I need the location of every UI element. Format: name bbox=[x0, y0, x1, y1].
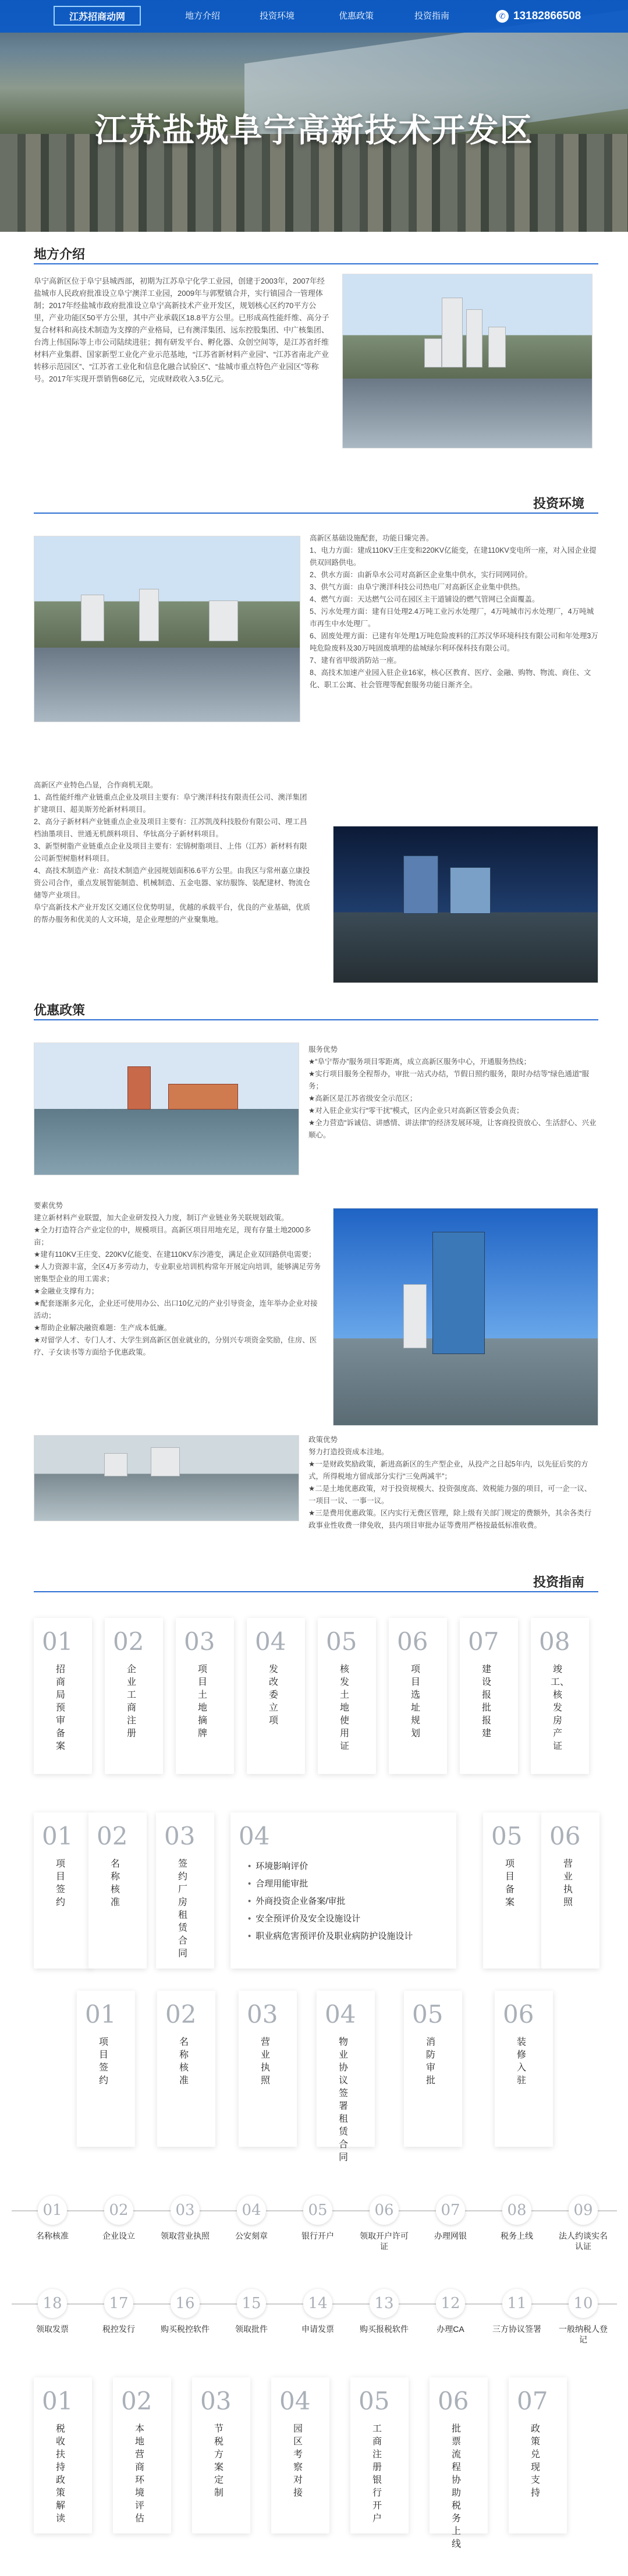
approval-item: • 职业病危害预评价及职业病防护设施设计 bbox=[248, 1928, 413, 1945]
guide-step-card bbox=[318, 1618, 376, 1774]
step-label: 建设报批报建 bbox=[481, 1665, 491, 1738]
flow-step-label: 银行开户 bbox=[301, 2231, 334, 2241]
flow-step-label: 领取批件 bbox=[235, 2324, 268, 2334]
guide-step-card bbox=[317, 1991, 375, 2162]
step-number: 04 bbox=[279, 2387, 311, 2415]
intro-photo bbox=[342, 274, 592, 448]
guide-step-card bbox=[247, 1618, 305, 1774]
nav-environment[interactable]: 投资环境 bbox=[260, 11, 295, 21]
flow-step-number: 17 bbox=[104, 2289, 133, 2318]
flow-step-label: 企业设立 bbox=[102, 2231, 135, 2241]
step-label: 项目备案 bbox=[505, 1859, 515, 1907]
step-number: 06 bbox=[397, 1627, 428, 1656]
flow-step bbox=[555, 2196, 611, 2252]
section-title-environment: 投资环境 bbox=[533, 496, 585, 511]
section-title-policy: 优惠政策 bbox=[34, 1003, 86, 1017]
section-divider bbox=[34, 1019, 598, 1020]
guide-step-card bbox=[113, 2377, 171, 2533]
flow-step-number: 10 bbox=[569, 2289, 598, 2318]
step-label: 装修入驻 bbox=[516, 2037, 526, 2086]
flow-step-label: 办理CA bbox=[437, 2324, 464, 2334]
flow-step-number: 09 bbox=[569, 2196, 598, 2225]
hotline[interactable] bbox=[496, 0, 581, 33]
guide-step-card bbox=[541, 1812, 599, 1969]
flow-step-number: 14 bbox=[303, 2289, 332, 2318]
flow-step-number: 15 bbox=[237, 2289, 266, 2318]
flow-step bbox=[290, 2196, 346, 2241]
flow-step-number: 08 bbox=[502, 2196, 531, 2225]
step-number: 05 bbox=[359, 2387, 390, 2415]
step-label: 签约厂房租赁合同 bbox=[178, 1859, 187, 1959]
flow-step bbox=[423, 2196, 478, 2241]
phone-icon: ✆ bbox=[496, 10, 509, 23]
guide-step-card bbox=[350, 2377, 409, 2533]
flow-step-number: 11 bbox=[502, 2289, 531, 2318]
approval-item: • 合理用能审批 bbox=[248, 1875, 413, 1893]
step-number: 04 bbox=[255, 1627, 286, 1656]
flow-step bbox=[489, 2289, 545, 2334]
flow-step bbox=[157, 2196, 213, 2241]
step-number: 03 bbox=[164, 1822, 196, 1850]
step-label: 消防审批 bbox=[425, 2037, 435, 2086]
flow-step-label: 名称核准 bbox=[36, 2231, 69, 2241]
flow-step-label: 税务上线 bbox=[501, 2231, 533, 2241]
flow-step-number: 18 bbox=[38, 2289, 67, 2318]
flow-step-number: 04 bbox=[237, 2196, 266, 2225]
flow-step bbox=[223, 2289, 279, 2334]
section-divider bbox=[34, 1591, 598, 1592]
step-number: 07 bbox=[468, 1627, 499, 1656]
infrastructure-text: 高新区基础设施配套，功能日臻完善。 1、电力方面：建成110KV王庄变和220KV亿能变，在建110KV变电所一座，对入园企业提供双回路供电。 2、供水方面：由新阜水公司对高新区企业集中供水，实行同网同价。 3、供气方面：由阜宁澳洋科技公司热电厂对高新区企业集中供热。 4、燃气方面：天达燃气公司在园区主干道铺设的燃气管网已全面覆盖。 5、污水处理方面：建有日处理2.4万吨工业污水处理厂，4万吨城市污水处理厂，4万吨城市再生中水处理厂。 6、固废处理方面：已建有年处理1万吨危险废料的江苏汉华环境科技有限公司和年处理3万吨危险废料及30万吨固废填埋的盐城绿尔利环保科技有限公司。 7、建有省甲级消防站一座。 8、高技术加速产业园入驻企业16家，核心区教育、医疗、金融、购物、物流、商住、文化、职工公寓、社会管理等配套服务功能日渐齐全。 bbox=[310, 534, 598, 689]
environment-photo-1 bbox=[34, 536, 300, 722]
step-number: 05 bbox=[412, 2000, 443, 2029]
site-logo[interactable]: 江苏招商动网 bbox=[54, 6, 141, 26]
guide-step-card bbox=[157, 1991, 215, 2147]
flow-step-number: 13 bbox=[370, 2289, 399, 2318]
flow-step bbox=[223, 2196, 279, 2241]
step-number: 06 bbox=[503, 2000, 534, 2029]
step-label: 核发土地使用证 bbox=[339, 1665, 349, 1751]
approval-list bbox=[248, 1858, 413, 1945]
step-label: 项目签约 bbox=[98, 2037, 108, 2086]
phone-number: 13182866508 bbox=[513, 10, 581, 22]
step-number: 06 bbox=[549, 1822, 581, 1850]
flow-step-label: 公安刻章 bbox=[235, 2231, 268, 2241]
step-label: 工商注册 银行开户 bbox=[372, 2424, 382, 2524]
flow-step-number: 01 bbox=[38, 2196, 67, 2225]
step-label: 园区考察对接 bbox=[293, 2424, 303, 2498]
step-label: 发改委立项 bbox=[268, 1665, 278, 1726]
approval-item: • 环境影响评价 bbox=[248, 1858, 413, 1875]
guide-step-card bbox=[105, 1618, 163, 1774]
flow-step-number: 02 bbox=[104, 2196, 133, 2225]
flow-step-label: 购买报税软件 bbox=[360, 2324, 409, 2334]
step-number: 08 bbox=[539, 1627, 570, 1656]
guide-step-card bbox=[531, 1618, 589, 1774]
flow-step-number: 12 bbox=[436, 2289, 465, 2318]
intro-text: 阜宁高新区位于阜宁县城西部，初期为江苏阜宁化学工业园，创建于2003年，2007年经盐城市人民政府批准设立阜宁澳洋工业园，2009年与郭墅镇合并，实行镇园合一管理体制；2017年经盐城市政府批准设立阜宁高新技术产业开发区，规划核心区约70平方公里，产业功能区50平方公里，其中产业承载区18.8平方公里。已形成高性能纤维、高分子复合材料和高技术制造为支撑的产业格局，已有澳洋集团、远东控股集团、中广核集团、台湾上伟国际等上市公司陆续进驻；拥有研发平台、孵化器、众创空间等，是江苏省纤维材料产业集群、国家新型工业化产业示范基地，“江苏省新材料产业园”、“江苏省南北产业转移示范园区”、“江苏省工业化和信息化融合试验区”、“盐城市重点特色产业园区”等称号。2017年实现开票销售68亿元，完成财政收入3.5亿元。 bbox=[34, 277, 329, 383]
flow-step bbox=[555, 2289, 611, 2345]
policy-photo-1 bbox=[34, 1043, 299, 1175]
flow-step-label: 一般纳税人登记 bbox=[559, 2324, 608, 2344]
step-number: 02 bbox=[97, 1822, 128, 1850]
step-label: 节税方案定制 bbox=[214, 2424, 223, 2498]
guide-step-card bbox=[88, 1812, 147, 1969]
approval-item: • 安全预评价及安全设施设计 bbox=[248, 1910, 413, 1928]
step-number: 05 bbox=[491, 1822, 523, 1850]
guide-step-card bbox=[156, 1812, 214, 1969]
flow-step bbox=[489, 2196, 545, 2241]
guide-step-card bbox=[77, 1991, 135, 2147]
guide-step-card bbox=[239, 1991, 297, 2147]
step-number: 01 bbox=[42, 1627, 73, 1656]
section-title-intro: 地方介绍 bbox=[34, 247, 86, 262]
policy-advantage-text: 政策优势 努力打造投资成本洼地。 ★一是财政奖励政策，新进高新区的生产型企业，从投产之日起5年内，以先征后奖的方式，所得税地方留成部分实行“三免两减半”； ★二是土地优惠政策，对于投资规模大、投资强度高、效税能力强的项目，可一企一议、一项目一议、一事一议。 ★三是费用优惠政策。区内实行无费区管理，除上级有关部门规定的费额外，其余各类行政事业性收费一律免收，县内项目审批办证等费用严格按最低标准收费。 bbox=[308, 1436, 592, 1529]
guide-step-card bbox=[389, 1618, 447, 1774]
service-advantage-text: 服务优势 ★“阜宁帮办”服务项目零距离，成立高新区服务中心，开通服务热线； ★实行项目服务全程帮办，审批一站式办结，节假日照约服务，限时办结等“绿色通道”服务； ★高新区是江苏省级安全示范区； ★对入驻企业实行“零干扰”模式，区内企业只对高新区管委会负责； ★全力营造“诉诚信、讲感情、讲法律”的经济发展环境，让客商投资放心、生活舒心、兴业顺心。 bbox=[308, 1045, 597, 1139]
step-number: 02 bbox=[113, 1627, 144, 1656]
step-label: 营业执照 bbox=[260, 2037, 270, 2086]
guide-step-card bbox=[460, 1618, 518, 1774]
step-number: 01 bbox=[42, 2387, 73, 2415]
flow-step-number: 06 bbox=[370, 2196, 399, 2225]
flow-step-number: 07 bbox=[436, 2196, 465, 2225]
step-number: 02 bbox=[165, 2000, 197, 2029]
step-label: 项目土地摘牌 bbox=[197, 1665, 207, 1738]
flow-step-label: 法人约谈实名认证 bbox=[559, 2231, 608, 2251]
element-advantage-text: 要素优势 建立新材料产业联盟，加大企业研发投入力度，制订产业链业务关联规划政策。 ★全力打造符合产业定位的中，规模项目。高新区项目用地充足，现有存量土地2000多亩； ★建有110KV王庄变、220KV亿能变、在建110KV东沙港变，满足企业双回路供电需要； ★人力资源丰富，全区4万多劳动力，专业职业培训机构常年开展定向培训，能够满足劳务密集型企业的用工需求； ★金融业支撑有力； ★配套逐渐多元化，企业还可使用办公、出口10亿元的产业引导资金，连年举办企业对接活动； ★帮助企业解决融资难题：生产成本低廉。 ★对留学人才、专门人才、大学生到高新区创业就业的，分别兴专项资金奖励，住房、医疗、子女读书等方面给予优惠政策。 bbox=[34, 1202, 321, 1356]
step-number: 04 bbox=[325, 2000, 356, 2029]
step-number: 01 bbox=[85, 2000, 116, 2029]
nav-policy[interactable]: 优惠政策 bbox=[339, 11, 374, 21]
step-label: 竣工、核发房产证 bbox=[551, 1665, 570, 1751]
flow-step bbox=[423, 2289, 478, 2334]
step-number: 05 bbox=[326, 1627, 357, 1656]
flow-step-label: 领取发票 bbox=[36, 2324, 69, 2334]
top-navbar bbox=[0, 0, 628, 33]
guide-step-card bbox=[34, 2377, 92, 2533]
flow-step bbox=[290, 2289, 346, 2334]
flow-step-label: 税控发行 bbox=[102, 2324, 135, 2334]
step-number: 03 bbox=[200, 2387, 232, 2415]
section-divider bbox=[34, 263, 598, 264]
step-label: 名称核准 bbox=[110, 1859, 120, 1907]
step-label: 营业执照 bbox=[563, 1859, 573, 1907]
industry-text: 高新区产业特色凸显，合作商机无限。 1、高性能纤维产业链重点企业及项目主要有：阜宁澳洋科技有限责任公司、澳洋集团扩建项目、超美斯芳纶新材料项目。 2、高分子新材料产业链重点企业及项目主要有：江苏凯茂科技股份有限公司、理工昌档油墨项目、世通无机颜料项目、华钛高分子新材料项目。 3、新型树脂产业链重点企业及项目主要有：宏锦树脂项目、上伟（江苏）新材料有限公司新型树脂材料项目。 4、高技术制造产业：高技术制造产业园规划面积6.6平方公里。由我区与常州嘉立康投资公司合作，重点发展智能制造、机械制造、五金电器、家纺服饰、装配建材、物流仓储等产业项目。 阜宁高新技术产业开发区交通区位优势明显，优越的承载平台，优良的产业基础，优质的帮办服务和优美的人文环境，是企业理想的产业聚集地。 bbox=[34, 781, 311, 924]
section-divider bbox=[34, 513, 598, 514]
nav-intro[interactable]: 地方介绍 bbox=[185, 11, 221, 21]
guide-step-card bbox=[34, 1812, 92, 1969]
guide-step-card bbox=[34, 1618, 92, 1774]
step-number: 03 bbox=[184, 1627, 215, 1656]
flow-step-label: 申请发票 bbox=[301, 2324, 334, 2334]
environment-photo-2 bbox=[333, 826, 598, 983]
flow-step-number: 16 bbox=[171, 2289, 200, 2318]
guide-step-card bbox=[509, 2377, 567, 2533]
flow-step bbox=[91, 2196, 147, 2241]
flow-step bbox=[356, 2289, 412, 2334]
step-label: 项目选址规划 bbox=[410, 1665, 420, 1738]
step-label: 名称核准 bbox=[179, 2037, 189, 2086]
flow-step bbox=[24, 2196, 80, 2241]
flow-step-label: 办理网银 bbox=[434, 2231, 467, 2241]
policy-photo-3 bbox=[34, 1435, 299, 1521]
guide-step-card bbox=[404, 1991, 462, 2147]
step-label: 企业工商注册 bbox=[126, 1665, 136, 1738]
flow-step bbox=[157, 2289, 213, 2334]
guide-step-card bbox=[495, 1991, 553, 2147]
guide-step-card bbox=[430, 2377, 488, 2549]
guide-row-2-approval-card bbox=[230, 1812, 456, 1969]
flow-step-label: 领取营业执照 bbox=[161, 2231, 210, 2241]
guide-step-card bbox=[271, 2377, 329, 2533]
nav-guide[interactable]: 投资指南 bbox=[414, 11, 450, 21]
step-number: 04 bbox=[239, 1822, 270, 1850]
flow-step-number: 05 bbox=[303, 2196, 332, 2225]
flow-step bbox=[356, 2196, 412, 2252]
guide-step-card bbox=[176, 1618, 234, 1774]
step-number: 02 bbox=[121, 2387, 152, 2415]
policy-photo-2 bbox=[333, 1208, 598, 1426]
step-number: 01 bbox=[42, 1822, 73, 1850]
guide-step-card bbox=[192, 2377, 250, 2533]
flow-step-label: 三方协议签署 bbox=[492, 2324, 541, 2334]
step-label: 税收扶持政策解读 bbox=[55, 2424, 65, 2524]
step-label: 项目签约 bbox=[55, 1859, 65, 1907]
guide-step-card bbox=[483, 1812, 541, 1969]
step-label: 政策兑现支持 bbox=[530, 2424, 540, 2498]
flow-step-number: 03 bbox=[171, 2196, 200, 2225]
hero-banner bbox=[0, 0, 628, 232]
flow-step-label: 领取开户许可证 bbox=[360, 2231, 409, 2251]
flow-step bbox=[24, 2289, 80, 2334]
step-number: 06 bbox=[438, 2387, 469, 2415]
page-title: 江苏盐城阜宁高新技术开发区 bbox=[94, 112, 534, 149]
approval-item: • 外商投资企业备案/审批 bbox=[248, 1893, 413, 1910]
step-number: 07 bbox=[517, 2387, 548, 2415]
step-label: 招商局预审备案 bbox=[55, 1665, 65, 1751]
step-label: 本地营商环境评估 bbox=[134, 2424, 144, 2524]
step-label: 批票流程协助 税务上线 bbox=[451, 2424, 461, 2549]
step-label: 物业协议 签署租赁合同 bbox=[338, 2037, 348, 2162]
section-title-guide: 投资指南 bbox=[533, 1575, 585, 1589]
flow-step-label: 购买税控软件 bbox=[161, 2324, 210, 2334]
flow-step bbox=[91, 2289, 147, 2334]
step-number: 03 bbox=[247, 2000, 278, 2029]
